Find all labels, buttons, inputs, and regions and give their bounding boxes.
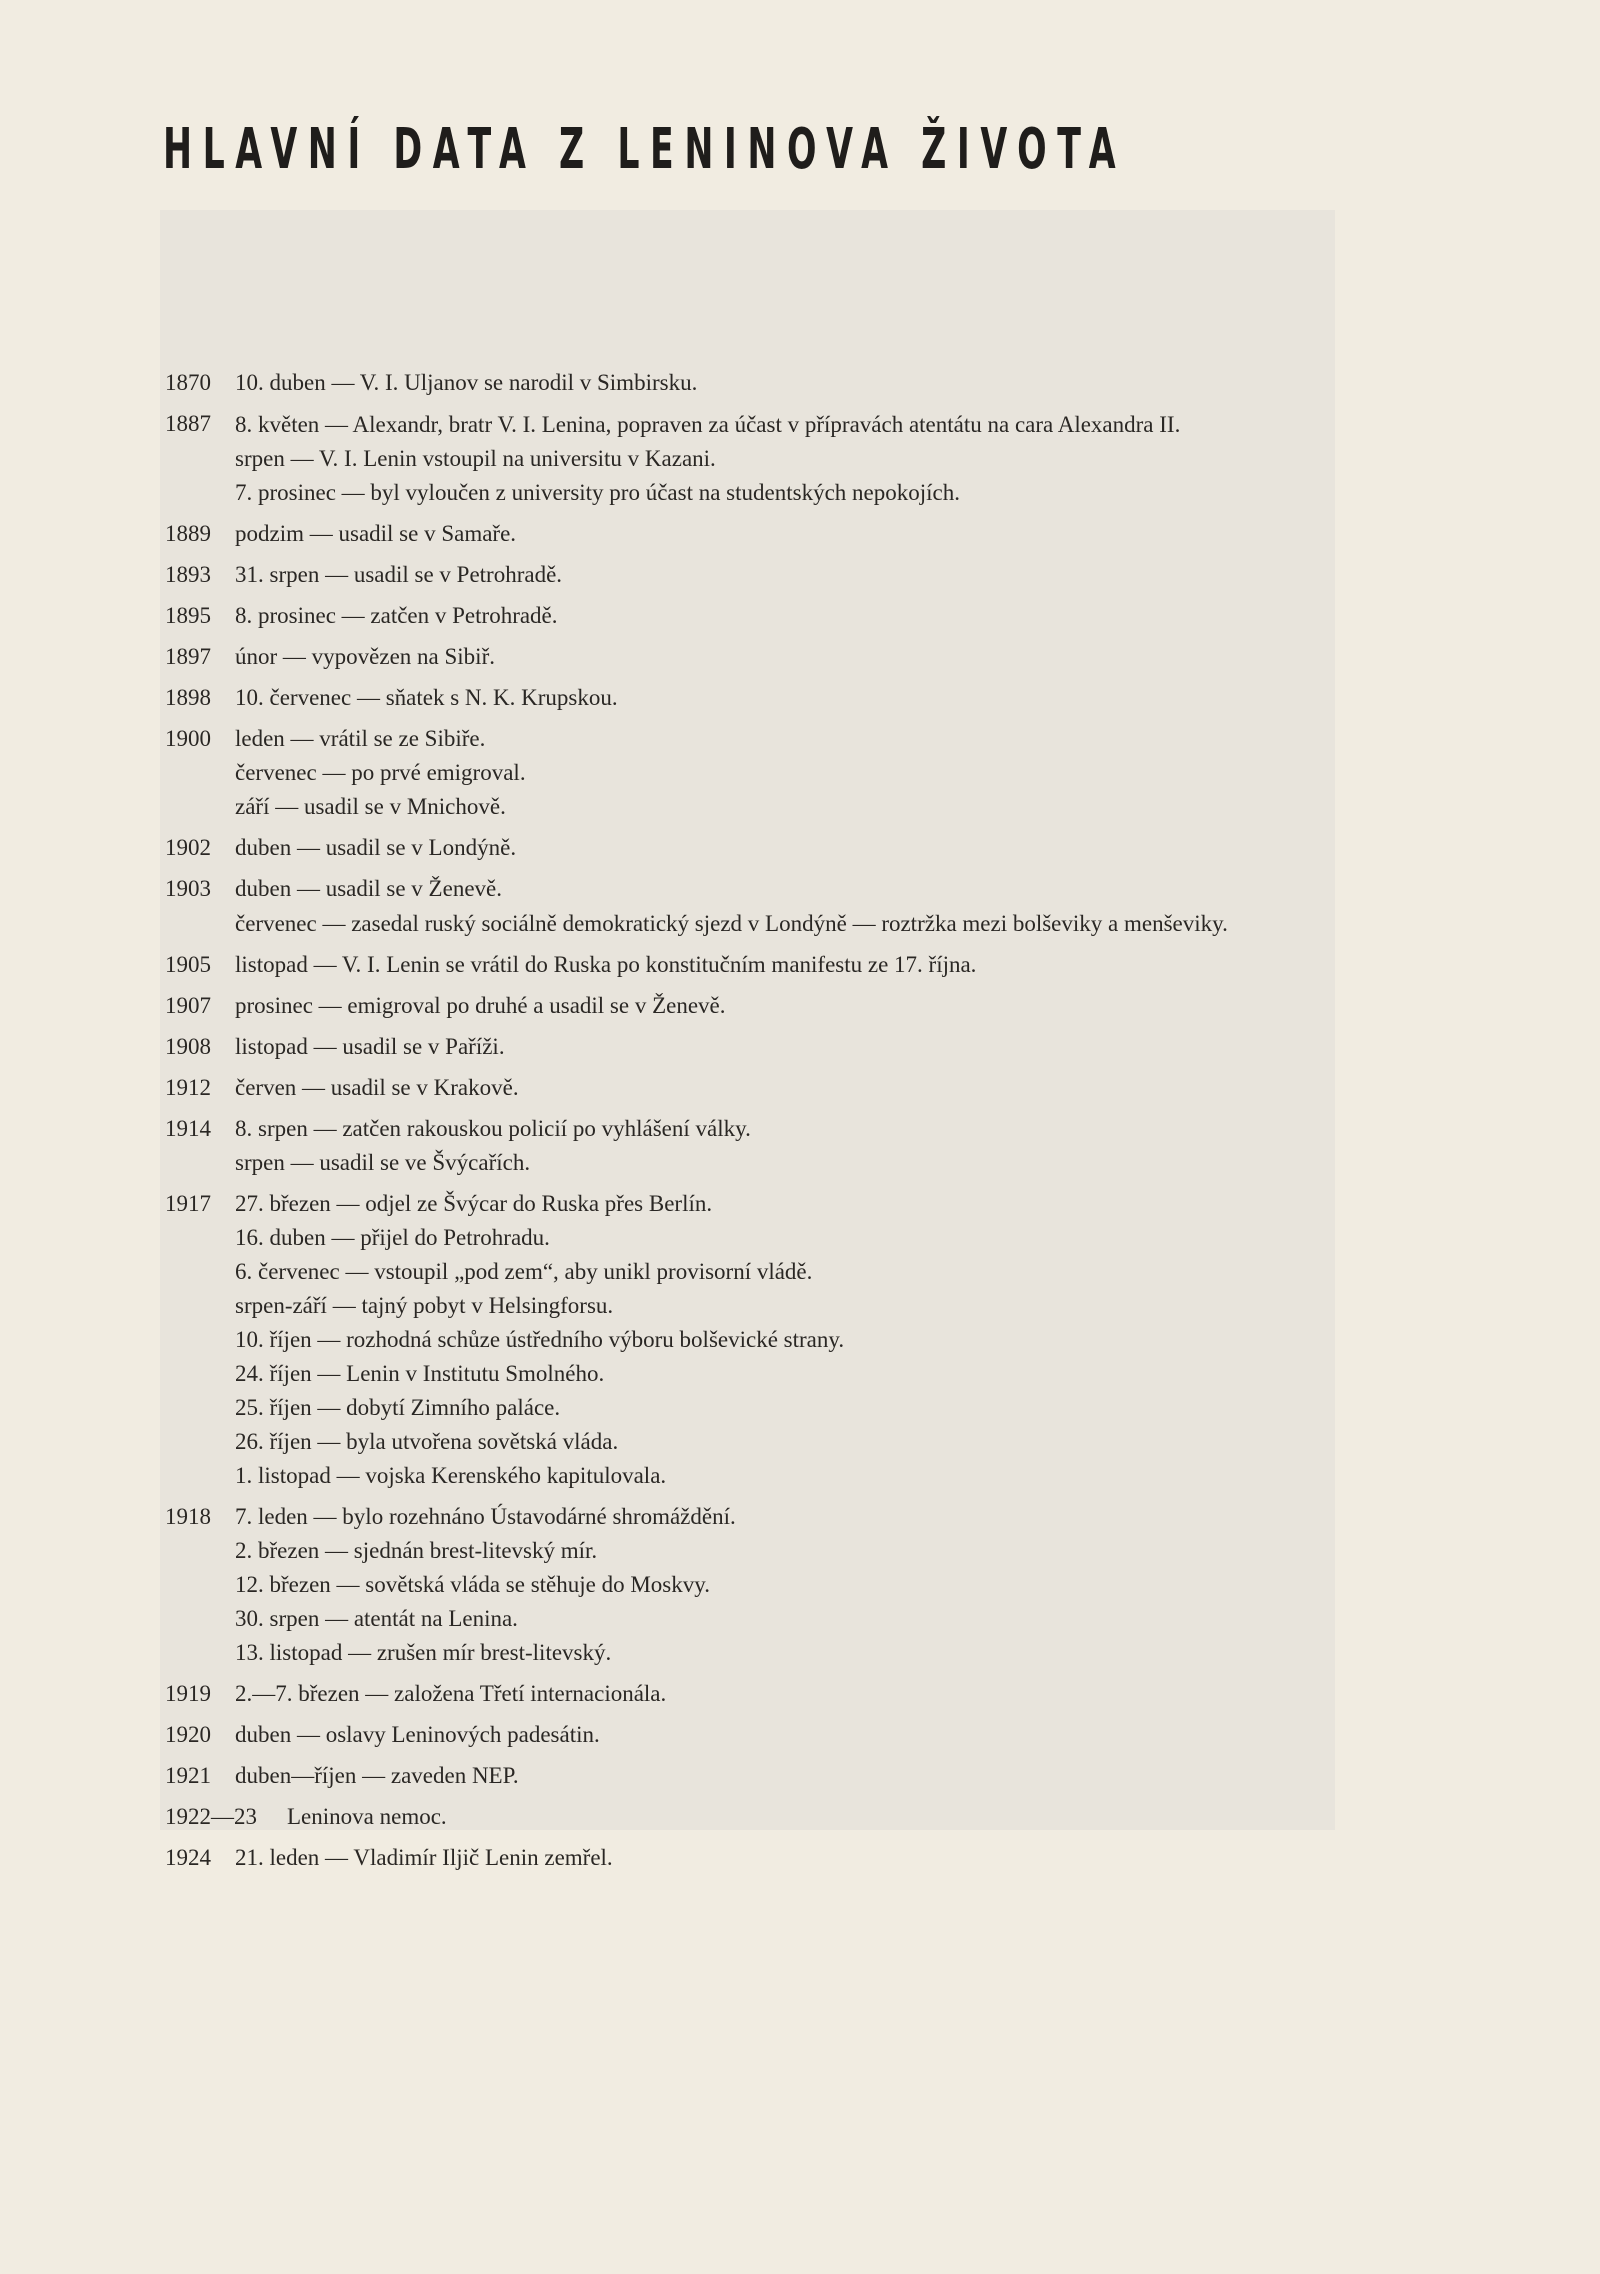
event-list <box>235 1187 1375 1493</box>
event-item: 8. prosinec — zatčen v Petrohradě. <box>235 603 558 628</box>
event-item: 8. květen — Alexandr, bratr V. I. Lenina, popraven za účast v přípravách atentátu na cara Alexandra II. <box>235 412 1181 437</box>
event-item: srpen-září — tajný pobyt v Helsingforsu. <box>235 1293 614 1318</box>
event-item: podzim — usadil se v Samaře. <box>235 521 517 546</box>
year-label: 1919 <box>165 1681 211 1706</box>
event-item: 2.—7. březen — založena Třetí internacionála. <box>235 1681 667 1706</box>
year-label: 1912 <box>165 1075 211 1100</box>
year-label: 1918 <box>165 1504 211 1529</box>
event-item: leden — vrátil se ze Sibiře. <box>235 726 486 751</box>
event-item: 1. listopad — vojska Kerenského kapitulovala. <box>235 1463 667 1488</box>
chronology-entry-1902 <box>165 831 1375 865</box>
event-item: listopad — usadil se v Paříži. <box>235 1034 505 1059</box>
event-list <box>235 722 1375 824</box>
year-label: 1889 <box>165 521 211 546</box>
event-item: 10. duben — V. I. Uljanov se narodil v Simbirsku. <box>235 370 698 395</box>
chronology-entry-1903 <box>165 872 1375 941</box>
event-list <box>235 989 1375 1023</box>
chronology-entry-1912 <box>165 1071 1375 1105</box>
event-list <box>235 1500 1375 1670</box>
event-list <box>235 1677 1375 1711</box>
chronology-entry-1920 <box>165 1718 1375 1752</box>
event-item: duben — usadil se v Londýně. <box>235 835 517 860</box>
year-label: 1907 <box>165 993 211 1018</box>
chronology-entry-1897 <box>165 640 1375 674</box>
event-item: duben—říjen — zaveden NEP. <box>235 1763 519 1788</box>
chronology-entry-1919 <box>165 1677 1375 1711</box>
year-label: 1917 <box>165 1191 211 1216</box>
event-item: 25. říjen — dobytí Zimního paláce. <box>235 1395 561 1420</box>
event-item: srpen — usadil se ve Švýcařích. <box>235 1150 531 1175</box>
event-item: 6. červenec — vstoupil „pod zem“, aby unikl provisorní vládě. <box>235 1259 813 1284</box>
event-list <box>235 1030 1375 1064</box>
event-list <box>235 1718 1375 1752</box>
event-item: 13. listopad — zrušen mír brest-litevský. <box>235 1640 612 1665</box>
event-list <box>235 948 1375 982</box>
chronology-entry-1914 <box>165 1112 1375 1180</box>
event-item: listopad — V. I. Lenin se vrátil do Ruska po konstitučním manifestu ze 17. října. <box>235 952 977 977</box>
chronology-entry-1907 <box>165 989 1375 1023</box>
year-label: 1914 <box>165 1116 211 1141</box>
event-item: únor — vypovězen na Sibiř. <box>235 644 495 669</box>
event-item: 21. leden — Vladimír Iljič Lenin zemřel. <box>235 1845 613 1870</box>
page-title: HLAVNÍ DATA Z LENINOVA ŽIVOTA <box>163 117 1127 182</box>
event-list <box>235 1071 1375 1105</box>
chronology-entry-1893 <box>165 558 1375 592</box>
event-item: 12. březen — sovětská vláda se stěhuje do Moskvy. <box>235 1572 711 1597</box>
event-item: duben — usadil se v Ženevě. <box>235 876 502 901</box>
event-list <box>235 366 1375 400</box>
event-list <box>235 599 1375 633</box>
event-item: 31. srpen — usadil se v Petrohradě. <box>235 562 563 587</box>
year-label: 1903 <box>165 876 211 901</box>
year-label: 1921 <box>165 1763 211 1788</box>
year-label: 1924 <box>165 1845 211 1870</box>
event-item: 24. říjen — Lenin v Institutu Smolného. <box>235 1361 605 1386</box>
event-item: 27. březen — odjel ze Švýcar do Ruska přes Berlín. <box>235 1191 713 1216</box>
event-list <box>235 1759 1375 1793</box>
chronology-entry-1889 <box>165 517 1375 551</box>
event-item: 26. říjen — byla utvořena sovětská vláda. <box>235 1429 619 1454</box>
event-list <box>235 1112 1375 1180</box>
event-list <box>235 558 1375 592</box>
year-label: 1897 <box>165 644 211 669</box>
event-list <box>235 872 1375 941</box>
chronology-entry-1917 <box>165 1187 1375 1493</box>
chronology-entry-1922-23 <box>165 1800 1375 1834</box>
chronology-entry-1924 <box>165 1841 1375 1875</box>
event-item: 30. srpen — atentát na Lenina. <box>235 1606 518 1631</box>
year-label: 1908 <box>165 1034 211 1059</box>
event-item: srpen — V. I. Lenin vstoupil na universitu v Kazani. <box>235 446 716 471</box>
event-item: 7. leden — bylo rozehnáno Ústavodárné shromáždění. <box>235 1504 736 1529</box>
year-label: 1902 <box>165 835 211 860</box>
chronology-entry-1887 <box>165 407 1375 510</box>
event-item: červenec — zasedal ruský sociálně demokratický sjezd v Londýně — roztržka mezi bolševiky a menševiky. <box>235 911 1228 936</box>
event-list <box>287 1800 1375 1834</box>
event-list <box>235 831 1375 865</box>
chronology-entry-1895 <box>165 599 1375 633</box>
event-item: 16. duben — přijel do Petrohradu. <box>235 1225 550 1250</box>
event-item: červen — usadil se v Krakově. <box>235 1075 519 1100</box>
event-item: červenec — po prvé emigroval. <box>235 760 526 785</box>
chronology-entry-1898 <box>165 681 1375 715</box>
event-item: 10. říjen — rozhodná schůze ústředního výboru bolševické strany. <box>235 1327 845 1352</box>
chronology-entry-1921 <box>165 1759 1375 1793</box>
year-label: 1887 <box>165 411 211 436</box>
event-list <box>235 517 1375 551</box>
event-list <box>235 407 1375 510</box>
year-label: 1900 <box>165 726 211 751</box>
chronology-list <box>165 366 1375 1882</box>
year-label: 1893 <box>165 562 211 587</box>
event-item: prosinec — emigroval po druhé a usadil se v Ženevě. <box>235 993 726 1018</box>
event-item: 7. prosinec — byl vyloučen z university pro účast na studentských nepokojích. <box>235 480 960 505</box>
chronology-entry-1908 <box>165 1030 1375 1064</box>
event-item: 10. červenec — sňatek s N. K. Krupskou. <box>235 685 618 710</box>
year-label: 1898 <box>165 685 211 710</box>
chronology-entry-1870 <box>165 366 1375 400</box>
event-item: 2. březen — sjednán brest-litevský mír. <box>235 1538 598 1563</box>
year-label: 1922—23 <box>165 1804 257 1829</box>
year-label: 1920 <box>165 1722 211 1747</box>
event-list <box>235 640 1375 674</box>
event-item: září — usadil se v Mnichově. <box>235 794 506 819</box>
event-item: duben — oslavy Leninových padesátin. <box>235 1722 600 1747</box>
year-label: 1905 <box>165 952 211 977</box>
year-label: 1895 <box>165 603 211 628</box>
event-item: Leninova nemoc. <box>287 1804 447 1829</box>
chronology-entry-1918 <box>165 1500 1375 1670</box>
event-list <box>235 681 1375 715</box>
year-label: 1870 <box>165 370 211 395</box>
event-item: 8. srpen — zatčen rakouskou policií po vyhlášení války. <box>235 1116 751 1141</box>
chronology-entry-1905 <box>165 948 1375 982</box>
event-list <box>235 1841 1375 1875</box>
chronology-entry-1900 <box>165 722 1375 824</box>
